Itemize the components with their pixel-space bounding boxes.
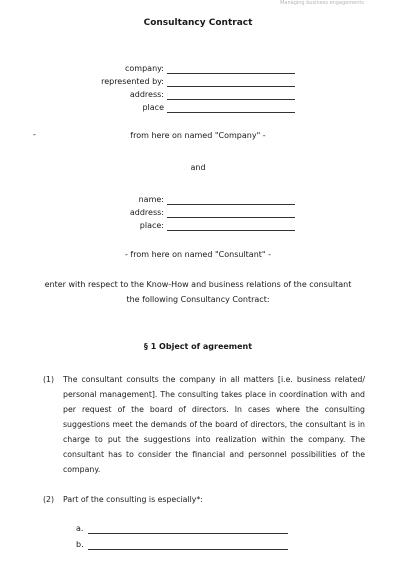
company-named-line: from here on named "Company" - [130, 131, 266, 140]
consultant-address-label: address: [129, 208, 164, 217]
consultant-place-line[interactable] [167, 230, 295, 231]
clause-1-number: (1) [43, 375, 55, 384]
header-mark: Managing business engagements [280, 0, 364, 6]
and-text: and [190, 163, 206, 172]
name-label: name: [138, 195, 164, 204]
name-line[interactable] [167, 204, 295, 205]
company-field [0, 64, 396, 76]
name-field [0, 195, 396, 207]
consultant-place-label: place: [139, 221, 164, 230]
company-place-line[interactable] [167, 112, 295, 113]
intro-line-2: the following Consultancy Contract: [126, 295, 270, 304]
company-address-field [0, 90, 396, 102]
list-item-a [76, 524, 83, 533]
list-item-b-line[interactable] [88, 549, 288, 550]
company-line[interactable] [167, 73, 295, 74]
company-address-line[interactable] [167, 99, 295, 100]
list-item-b [76, 540, 84, 549]
clause-1 [43, 372, 365, 482]
company-place-field [0, 103, 396, 115]
company-place-label: place [142, 103, 164, 112]
clause-2 [43, 492, 365, 508]
consultant-named-line: - from here on named "Consultant" - [124, 250, 272, 259]
clause-1-text: The consultant consults the company in all matters [i.e. business related/ personal management]. The consulting takes place in coordination with and per request of the board of directors. In cases where the consulting suggestions meet the demands of the board of directors, the consultant is in charge to put the suggestions into realization within the company. The consultant has to consider the financial and personnel possibilities of the company. [63, 375, 365, 474]
list-item-a-line[interactable] [88, 533, 288, 534]
company-address-label: address: [129, 90, 164, 99]
document-title: Consultancy Contract [143, 18, 253, 28]
intro-line-1: enter with respect to the Know-How and business relations of the consultant [44, 280, 352, 289]
represented-by-line[interactable] [167, 86, 295, 87]
company-label: company: [125, 64, 164, 73]
list-item-a-marker: a. [76, 524, 84, 533]
margin-dash: - [33, 130, 36, 139]
clause-2-text: Part of the consulting is especially*: [63, 495, 203, 504]
represented-by-field [0, 77, 396, 89]
consultant-place-field [0, 221, 396, 233]
consultant-address-field [0, 208, 396, 220]
represented-by-label: represented by: [101, 77, 164, 86]
consultant-address-line[interactable] [167, 217, 295, 218]
list-item-b-marker: b. [76, 540, 84, 549]
clause-2-number: (2) [43, 495, 55, 504]
section-heading: § 1 Object of agreement [143, 342, 253, 351]
